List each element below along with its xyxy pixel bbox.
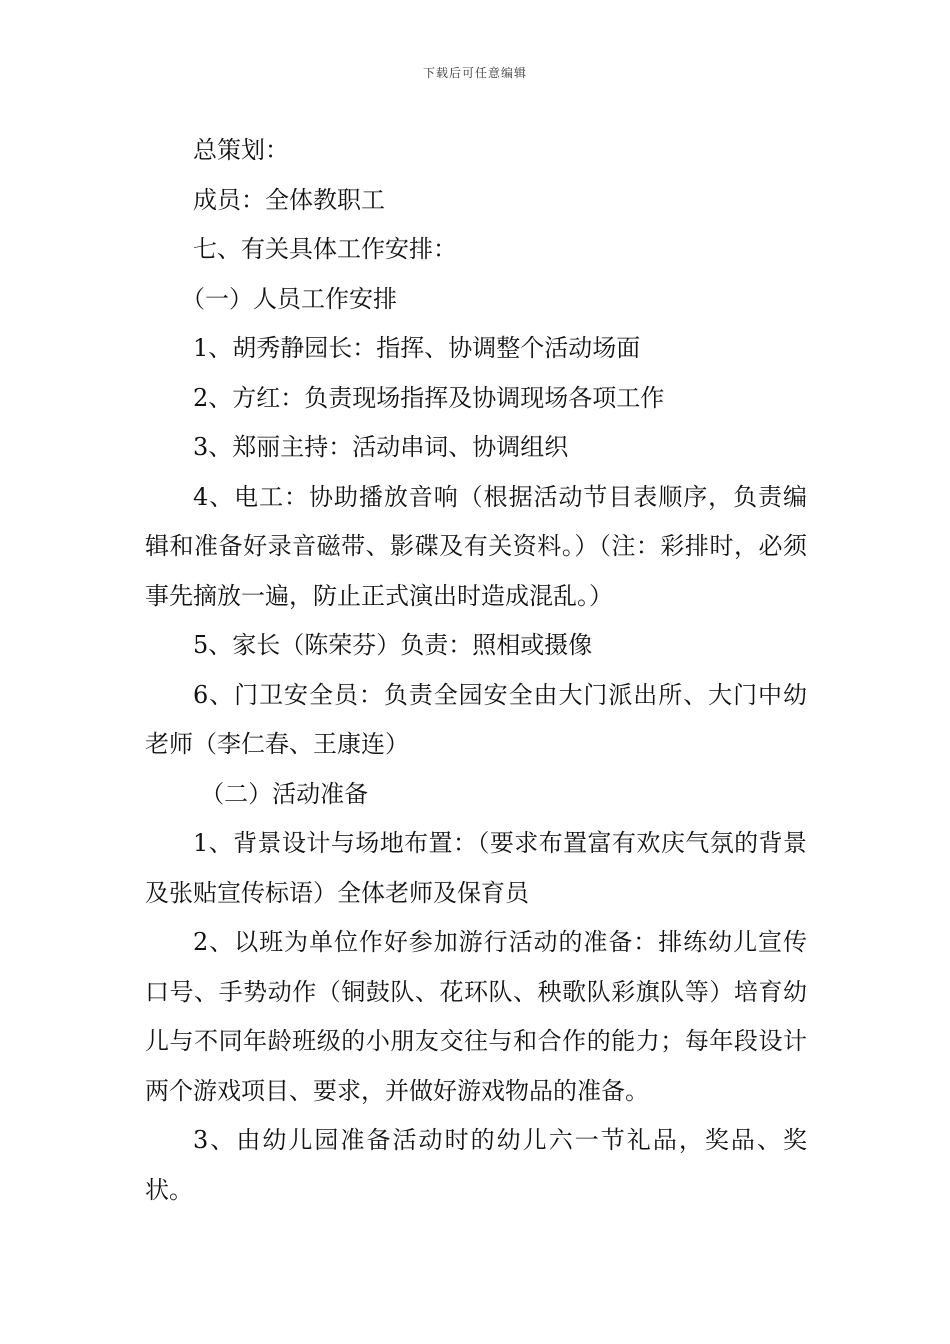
paragraph-item-5: 5、家长（陈荣芬）负责：照相或摄像 — [193, 631, 593, 659]
subsection-heading-staff: （一）人员工作安排 — [181, 284, 397, 313]
paragraph-item-3: 3、郑丽主持：活动串词、协调组织 — [193, 433, 569, 461]
paragraph-item-1: 1、胡秀静园长：指挥、协调整个活动场面 — [193, 334, 641, 362]
paragraph-prep-1: 1、背景设计与场地布置：（要求布置富有欢庆气氛的背景及张贴宣传标语）全体老师及保育员 — [145, 829, 807, 907]
paragraph-item-2: 2、方红：负责现场指挥及协调现场各项工作 — [193, 383, 665, 412]
section-heading-work-arrangement: 七、有关具体工作安排： — [193, 235, 457, 263]
paragraph-item-4: 4、电工：协助播放音响（根据活动节目表顺序，负责编辑和准备好录音磁带、影碟及有关资料。）（注：彩排时，必须事先摘放一遍，防止正式演出时造成混乱。） — [145, 482, 807, 610]
paragraph-item-6: 6、门卫安全员：负责全园安全由大门派出所、大门中幼老师（李仁春、王康连） — [145, 680, 807, 758]
page-header: 下载后可任意编辑 — [422, 66, 527, 80]
paragraph-members: 成员：全体教职工 — [193, 185, 385, 214]
paragraph-prep-2: 2、以班为单位作好参加游行活动的准备：排练幼儿宣传口号、手势动作（铜鼓队、花环队、秧歌队彩旗队等）培育幼儿与不同年龄班级的小朋友交往与和合作的能力；每年段设计两个游戏项目、要求，并做好游戏物品的准备。 — [145, 928, 807, 1105]
paragraph-prep-3: 3、由幼儿园准备活动时的幼儿六一节礼品，奖品、奖状。 — [145, 1126, 807, 1204]
document-body — [145, 126, 807, 1215]
paragraph-chief-planner: 总策划： — [193, 136, 289, 164]
subsection-heading-preparation: （二）活动准备 — [200, 779, 369, 808]
